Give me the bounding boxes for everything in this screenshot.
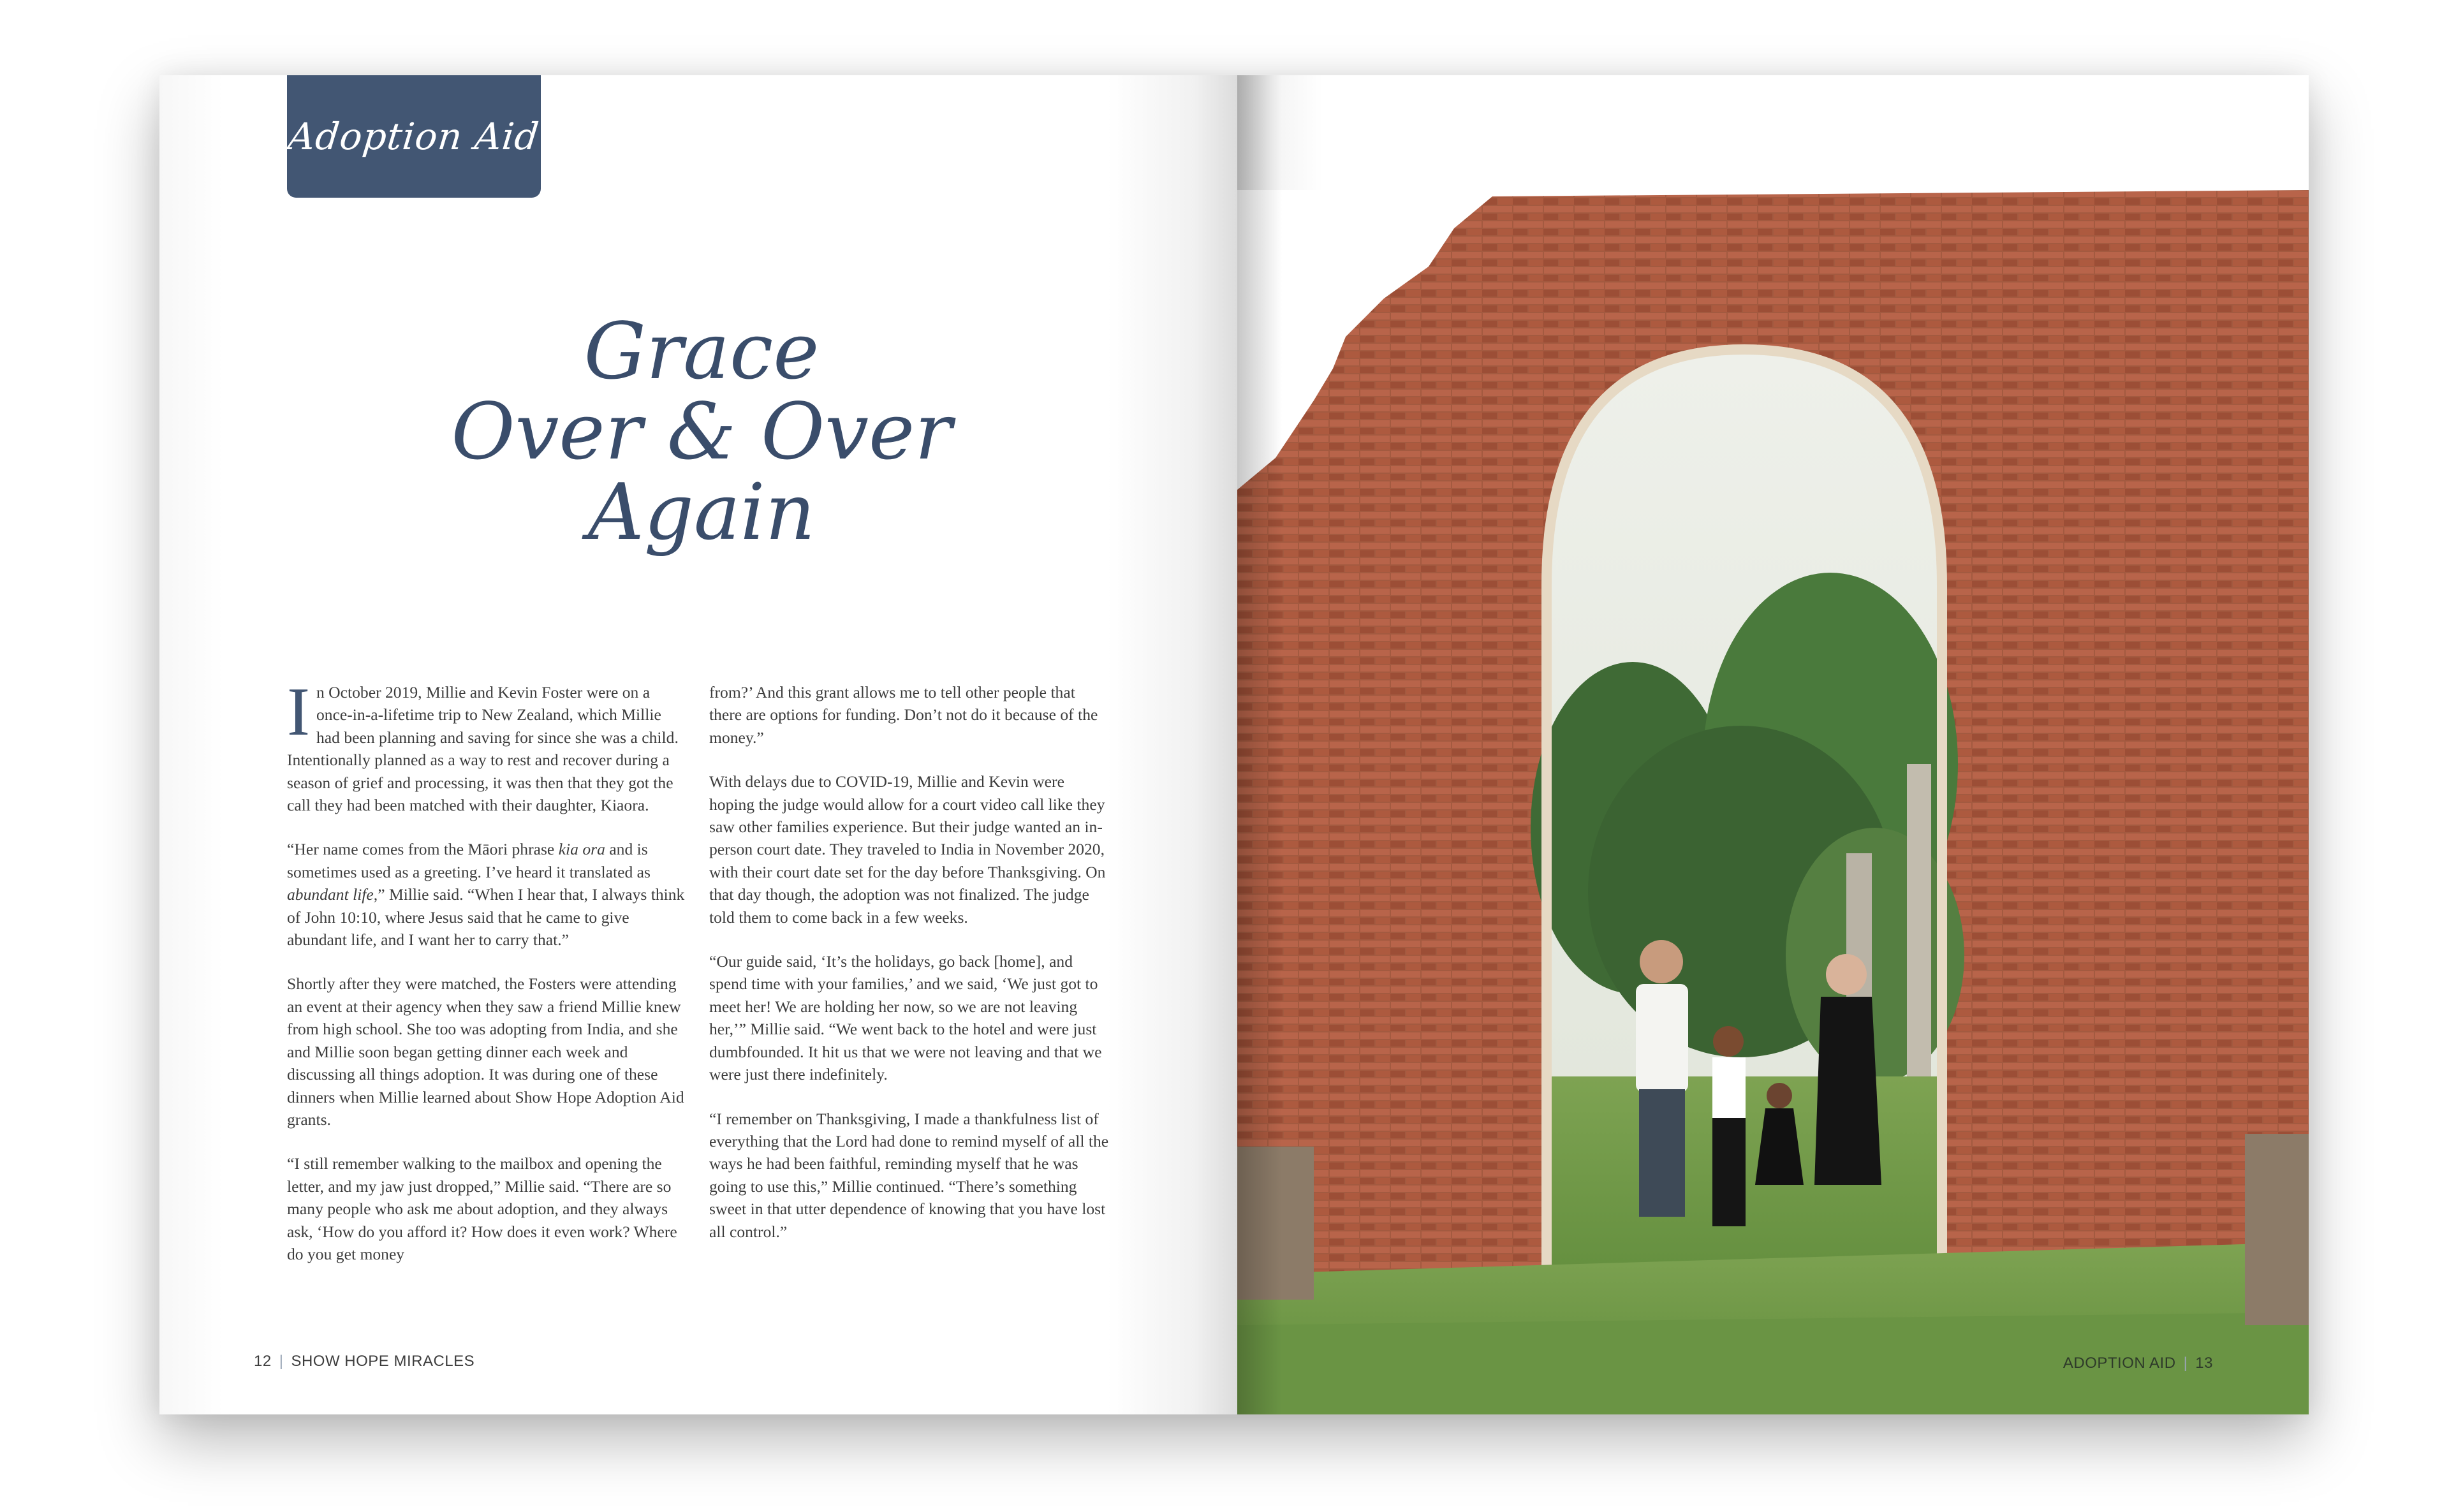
paragraph-5: from?’ And this grant allows me to tell other people that there are options for funding. Don’t not do it because of the money.” xyxy=(709,683,1098,747)
page-number-right: 13 xyxy=(2195,1354,2213,1372)
section-tab-label: Adoption Aid xyxy=(286,115,542,158)
article-column-1 xyxy=(287,674,689,1287)
article-column-2 xyxy=(709,681,1111,1265)
paragraph-6: With delays due to COVID-19, Millie and Kevin were hoping the judge would allow for a court video call like they saw other families experience. But their judge wanted an in-person court date. They traveled to India in November 2020, with their court date set for the day before Thanksgiving. On that day though, the adoption was not finalized. The judge told them to come back in a few weeks. xyxy=(709,772,1106,927)
paragraph-3: Shortly after they were matched, the Fosters were attending an event at their agency when they saw a friend Millie knew from high school. She too was adopting from India, and she and Millie soon began getting dinner each week and discussing all things adoption. It was during one of these dinners when Millie learned about Show Hope Adoption Aid grants. xyxy=(287,974,684,1129)
footer-left: 12 | SHOW HOPE MIRACLES xyxy=(254,1353,475,1370)
publication-name: SHOW HOPE MIRACLES xyxy=(291,1353,475,1370)
paragraph-2: “Her name comes from the Māori phrase kia ora and is sometimes used as a greeting. I’ve heard it translated as abundant life,” Millie said. “When I hear that, I always think of John 10:10, where Jesus said that he came to give abundant life, and I want her to carry that.” xyxy=(287,840,685,950)
article-title xyxy=(287,306,1116,557)
left-page xyxy=(159,75,1237,1414)
paragraph-4: “I still remember walking to the mailbox and opening the letter, and my jaw just dropped,” Millie said. “There are so many people who ask me about adoption, and they always ask, ‘How do you afford it? How does it even work? Where do you get money xyxy=(287,1154,677,1263)
paragraph-7: “Our guide said, ‘It’s the holidays, go back [home], and spend time with your families,’ and we said, ‘We just got to meet her! We are holding her now, so we are not leaving her,’” Millie said. “We went back to the hotel and were just dumbfounded. It hit us that we were not leaving and that we were just there indefinitely. xyxy=(709,952,1102,1084)
title-line-1: Grace xyxy=(584,306,820,397)
family-photo-brick-arch xyxy=(1237,190,2309,1414)
section-name-footer: ADOPTION AID xyxy=(2063,1354,2176,1372)
paragraph-8: “I remember on Thanksgiving, I made a thankfulness list of everything that the Lord had done to remind myself of all the ways he had been faithful, reminding myself that he was going to use this,” Millie continued. “There’s something sweet in that utter dependence of knowing that you have lost all control.” xyxy=(709,1109,1109,1241)
title-line-2: Over & Over xyxy=(451,386,952,477)
gutter-shadow xyxy=(1237,75,1282,1414)
paragraph-1: In October 2019, Millie and Kevin Foster were on a once-in-a-lifetime trip to New Zealand, which Millie had been planning and saving for since she was a child. Intentionally planned as a way to rest and recover during a season of grief and processing, it was then that they got the call they had been matched with their daughter, Kiaora. xyxy=(287,674,679,815)
title-line-3: Again xyxy=(587,467,816,557)
drop-cap: I xyxy=(287,674,310,750)
section-tab xyxy=(287,75,541,198)
right-page xyxy=(1237,75,2309,1414)
page-number-left: 12 xyxy=(254,1353,272,1370)
footer-right: ADOPTION AID | 13 xyxy=(2063,1354,2213,1372)
